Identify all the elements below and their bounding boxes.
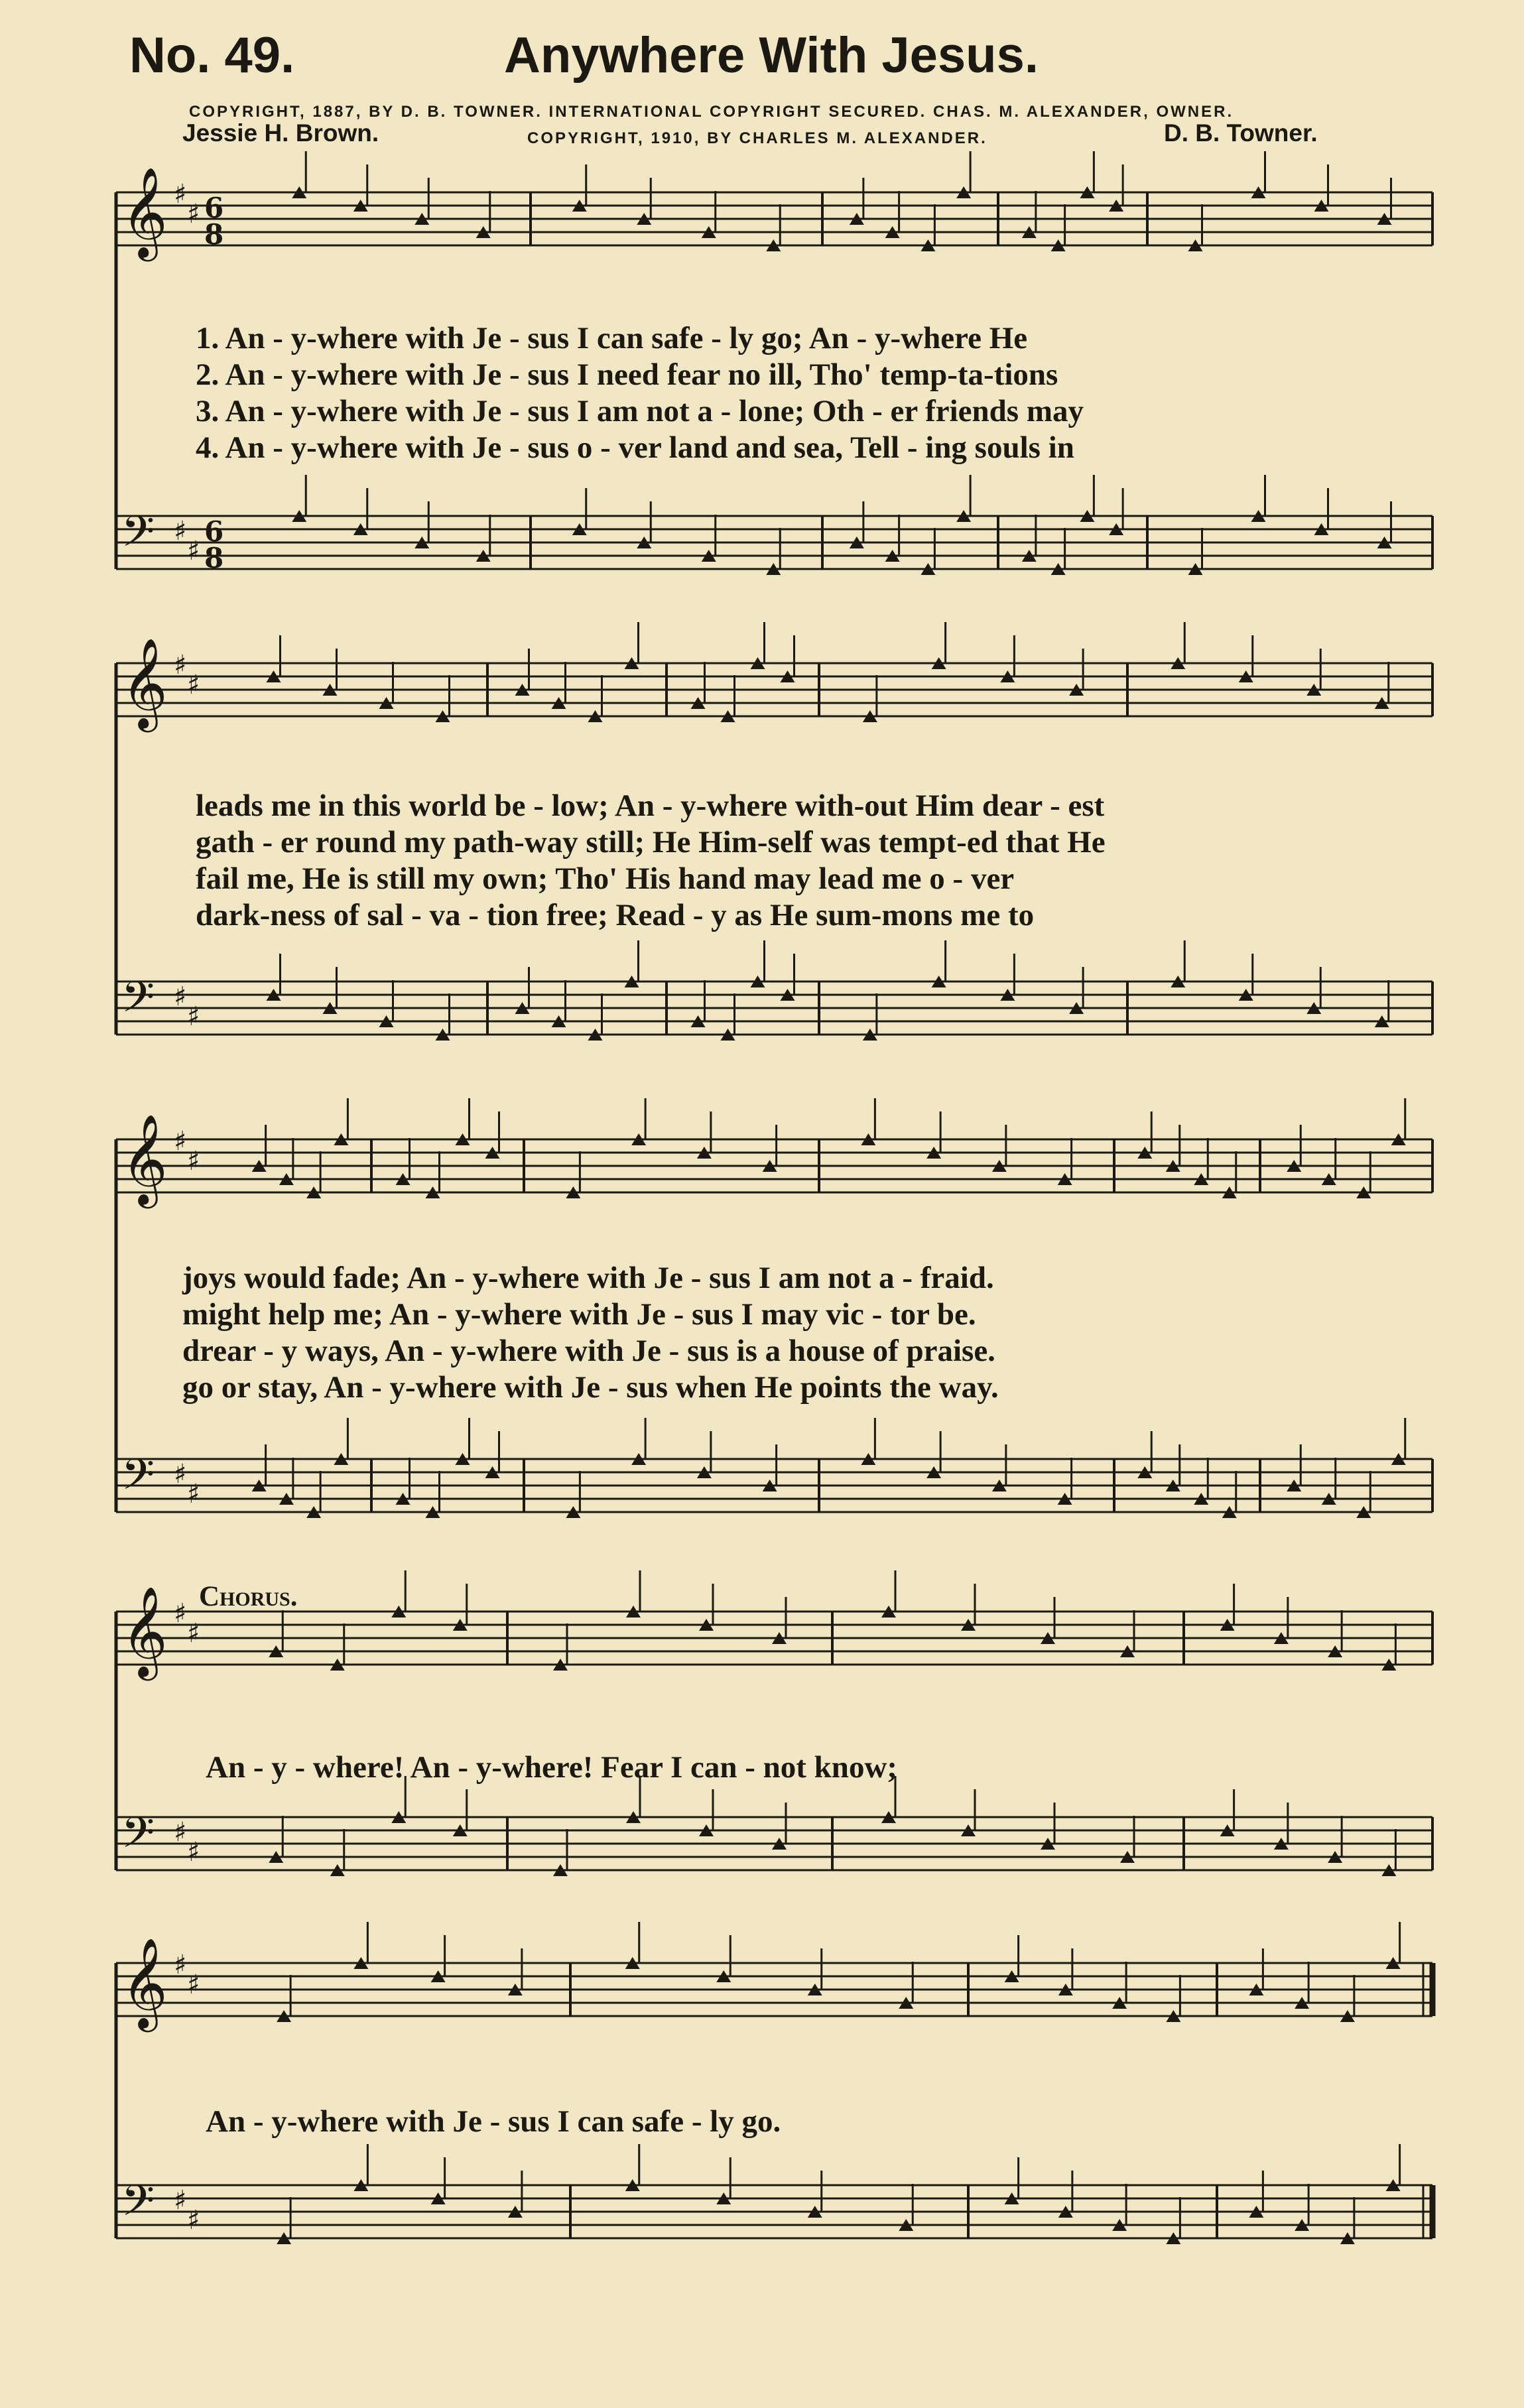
verse-3-line-2: fail me, He is still my own; Tho' His hand may lead me o - ver xyxy=(196,861,1015,896)
verse-3-line-3: drear - y ways, An - y-where with Je - sus is a house of praise. xyxy=(182,1334,995,1368)
sharp-icon: ♯ xyxy=(187,199,200,229)
sharp-icon: ♯ xyxy=(174,1459,187,1489)
sharp-icon: ♯ xyxy=(174,650,187,680)
chorus-line-1: An - y - where! An - y-where! Fear I can - not know; xyxy=(206,1750,898,1785)
verse-1-line-1: 1. An - y-where with Je - sus I can safe - ly go; An - y-where He xyxy=(196,321,1028,355)
composer-credit: D. B. Towner. xyxy=(1164,119,1318,147)
music-copyright-notice: COPYRIGHT, 1887, BY D. B. TOWNER. INTERNATIONAL COPYRIGHT SECURED. CHAS. M. ALEXANDER, OWNER. xyxy=(189,103,1234,121)
verse-2-line-1: 2. An - y-where with Je - sus I need fear no ill, Tho' temp-ta-tions xyxy=(196,357,1058,392)
sharp-icon: ♯ xyxy=(187,1837,200,1868)
sharp-icon: ♯ xyxy=(187,2205,200,2236)
treble-clef-icon: 𝄞 xyxy=(121,1585,168,1677)
sharp-icon: ♯ xyxy=(174,1950,187,1980)
bass-clef-icon: 𝄢 xyxy=(121,1450,155,1510)
verse-4-line-3: go or stay, An - y-where with Je - sus when He points the way. xyxy=(182,1370,999,1405)
time-signature-top: 6 xyxy=(204,515,224,548)
bass-clef-icon: 𝄢 xyxy=(121,1808,155,1868)
hymn-number: No. 49. xyxy=(129,27,295,84)
sharp-icon: ♯ xyxy=(174,982,187,1012)
sharp-icon: ♯ xyxy=(187,1479,200,1509)
sharp-icon: ♯ xyxy=(174,1126,187,1157)
verse-1-line-3: joys would fade; An - y-where with Je - sus I am not a - fraid. xyxy=(182,1261,994,1295)
sharp-icon: ♯ xyxy=(187,536,200,566)
bass-clef-icon: 𝄢 xyxy=(121,507,155,567)
time-signature-bottom: 8 xyxy=(204,218,224,251)
time-signature-bottom: 8 xyxy=(204,542,224,574)
sharp-icon: ♯ xyxy=(187,670,200,700)
verse-4-line-1: 4. An - y-where with Je - sus o - ver land and sea, Tell - ing souls in xyxy=(196,430,1074,465)
bass-clef-icon: 𝄢 xyxy=(121,973,155,1033)
bass-clef-icon: 𝄢 xyxy=(121,2177,155,2236)
treble-clef-icon: 𝄞 xyxy=(121,1936,168,2028)
chorus-label: Chorus. xyxy=(199,1581,298,1612)
time-signature-top: 6 xyxy=(204,192,224,224)
sharp-icon: ♯ xyxy=(187,1618,200,1649)
verse-3-line-1: 3. An - y-where with Je - sus I am not a - lone; Oth - er friends may xyxy=(196,394,1084,428)
sharp-icon: ♯ xyxy=(174,179,187,210)
sharp-icon: ♯ xyxy=(174,2185,187,2216)
verse-2-line-3: might help me; An - y-where with Je - sus I may vic - tor be. xyxy=(182,1297,976,1332)
sharp-icon: ♯ xyxy=(187,1970,200,2000)
verse-1-line-2: leads me in this world be - low; An - y-where with-out Him dear - est xyxy=(196,789,1105,823)
sharp-icon: ♯ xyxy=(174,516,187,546)
hymn-title: Anywhere With Jesus. xyxy=(504,27,1039,84)
verse-2-line-2: gath - er round my path-way still; He Him-self was tempt-ed that He xyxy=(196,825,1106,859)
treble-clef-icon: 𝄞 xyxy=(121,1113,168,1204)
verse-4-line-2: dark-ness of sal - va - tion free; Read - y as He sum-mons me to xyxy=(196,898,1035,932)
sharp-icon: ♯ xyxy=(174,1817,187,1848)
sharp-icon: ♯ xyxy=(187,1001,200,1032)
sharp-icon: ♯ xyxy=(174,1598,187,1629)
treble-clef-icon: 𝄞 xyxy=(121,166,168,257)
chorus-line-2: An - y-where with Je - sus I can safe - ly go. xyxy=(206,2104,781,2139)
sharp-icon: ♯ xyxy=(187,1146,200,1176)
lyricist-credit: Jessie H. Brown. xyxy=(182,119,379,147)
arrangement-copyright-notice: COPYRIGHT, 1910, BY CHARLES M. ALEXANDER. xyxy=(527,129,987,147)
treble-clef-icon: 𝄞 xyxy=(121,637,168,728)
